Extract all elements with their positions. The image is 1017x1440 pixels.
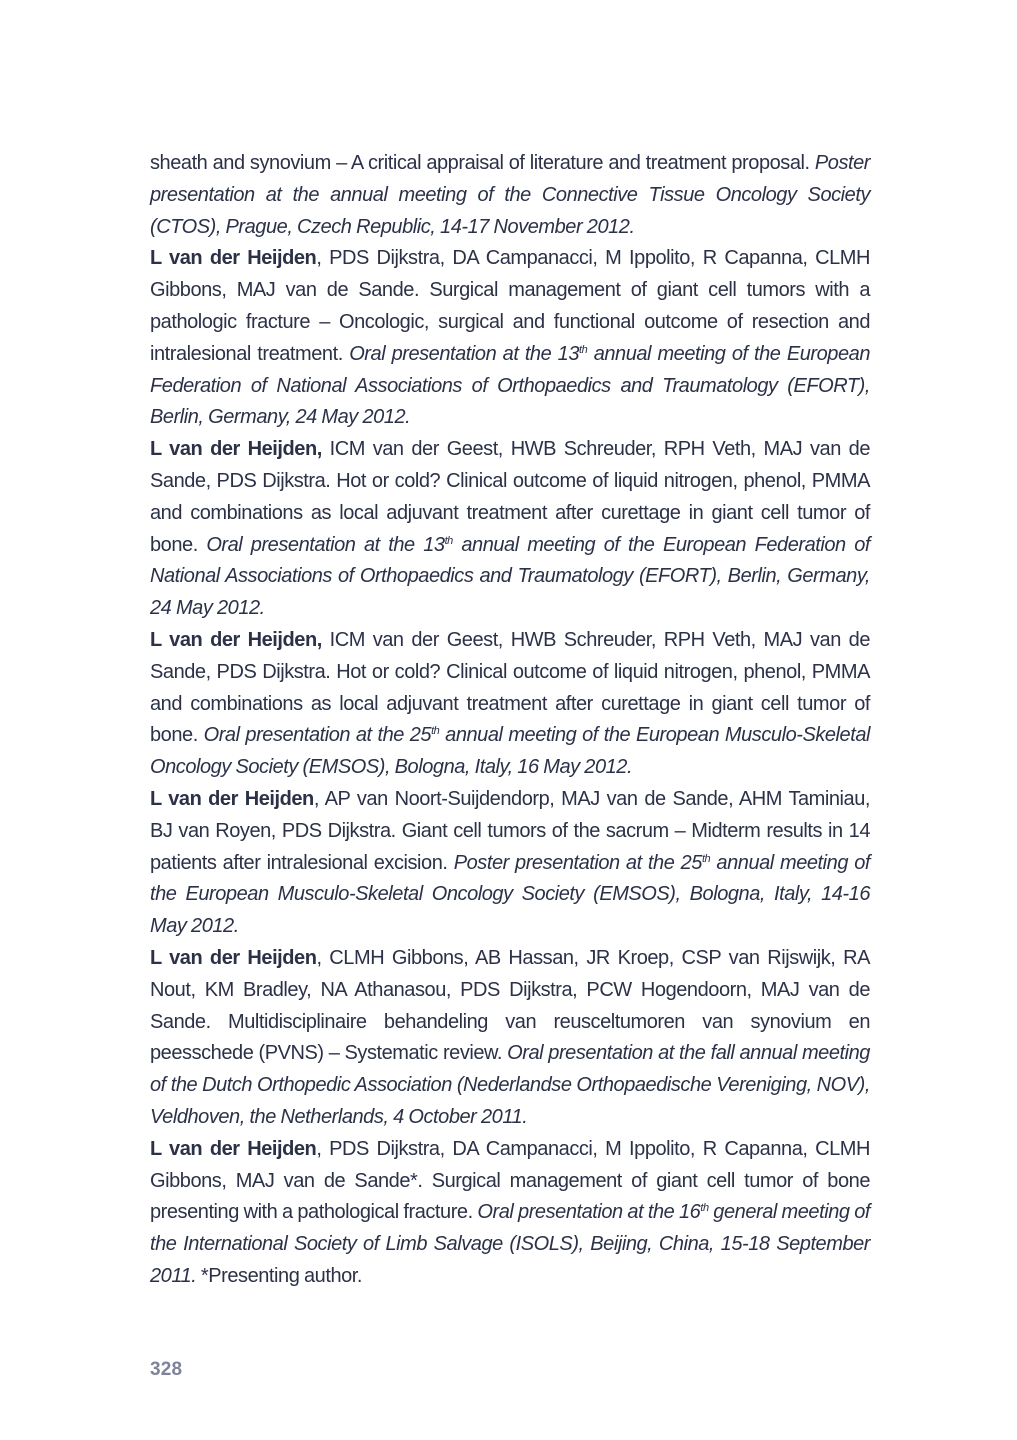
entry-venue: Oral presentation at the 16th general meeting of the International Society of Limb Salvage (ISOLS), Beijing, China, 15-18 September 2011.	[150, 1201, 871, 1287]
entry-venue: Oral presentation at the 13th annual meeting of the European Federation of National Associations of Orthopaedics and Traumatology (EFORT), Berlin, Germany, 24 May 2012.	[150, 342, 870, 429]
entry-author: L van der Heijden	[150, 946, 317, 969]
publication-list	[150, 148, 870, 1293]
entry-details: ICM van der Geest, HWB Schreuder, RPH Veth, MAJ van de Sande, PDS Dijkstra. Hot or cold? Clinical outcome of liquid nitrogen, phenol, PMMA and combinations as local adjuvant treatment after curettage in giant cell tumor of bone.	[150, 628, 870, 747]
entry-venue: Poster presentation at the 25th annual meeting of the European Musculo-Skeletal Oncology Society (EMSOS), Bologna, Italy, 14-16 May 2012.	[150, 851, 870, 938]
entry-note: *Presenting author.	[196, 1264, 363, 1287]
entry-venue: Oral presentation at the 25th annual meeting of the European Musculo-Skeletal Oncology Society (EMSOS), Bologna, Italy, 16 May 2012.	[150, 724, 871, 779]
entry-author: L van der Heijden	[150, 787, 314, 810]
publication-entry	[150, 243, 870, 434]
entry-author: L van der Heijden,	[150, 438, 322, 461]
entry-details: , AP van Noort-Suijdendorp, MAJ van de Sande, AHM Taminiau, BJ van Royen, PDS Dijkstra. Giant cell tumors of the sacrum – Midterm results in 14 patients after intralesional excision.	[150, 787, 870, 874]
entry-venue: Oral presentation at the 13th annual meeting of the European Federation of National Associations of Orthopaedics and Traumatology (EFORT), Berlin, Germany, 24 May 2012.	[150, 533, 871, 620]
entry-author: L van der Heijden	[150, 1137, 317, 1160]
publication-entry	[150, 784, 870, 943]
entry-details: ICM van der Geest, HWB Schreuder, RPH Veth, MAJ van de Sande, PDS Dijkstra. Hot or cold? Clinical outcome of liquid nitrogen, phenol, PMMA and combinations as local adjuvant treatment after curettage in giant cell tumor of bone.	[150, 438, 870, 556]
entry-title: sheath and synovium – A critical appraisal of literature and treatment proposal.	[150, 152, 815, 174]
entry-venue: Oral presentation at the fall annual meeting of the Dutch Orthopedic Association (Nederlandse Orthopaedische Vereniging, NOV), Veldhoven, the Netherlands, 4 October 2011.	[150, 1042, 870, 1128]
entry-venue: Poster presentation at the annual meeting of the Connective Tissue Oncology Society (CTOS), Prague, Czech Republic, 14-17 November 2012.	[150, 152, 870, 238]
publication-entry	[150, 943, 870, 1134]
entry-details: , CLMH Gibbons, AB Hassan, JR Kroep, CSP van Rijswijk, RA Nout, KM Bradley, NA Athanasou, PDS Dijkstra, PCW Hogendoorn, MAJ van de Sande. Multidisciplinaire behandeling van reusceltumoren van synovium en peesschede (PVNS) – Systematic review.	[150, 946, 870, 1065]
publication-entry	[150, 434, 870, 625]
publication-entry	[150, 625, 870, 784]
page-number: 328	[150, 1359, 183, 1380]
entry-author: L van der Heijden,	[150, 628, 322, 651]
publication-entry	[150, 148, 870, 243]
entry-author: L van der Heijden	[150, 247, 317, 270]
publication-entry	[150, 1134, 870, 1293]
entry-details: , PDS Dijkstra, DA Campanacci, M Ippolito, R Capanna, CLMH Gibbons, MAJ van de Sande*. Surgical management of giant cell tumor of bone presenting with a pathological fracture.	[150, 1137, 870, 1224]
entry-details: , PDS Dijkstra, DA Campanacci, M Ippolito, R Capanna, CLMH Gibbons, MAJ van de Sande. Surgical management of giant cell tumors with a pathologic fracture – Oncologic, surgical and functional outcome of resection and intralesional treatment.	[150, 247, 870, 365]
